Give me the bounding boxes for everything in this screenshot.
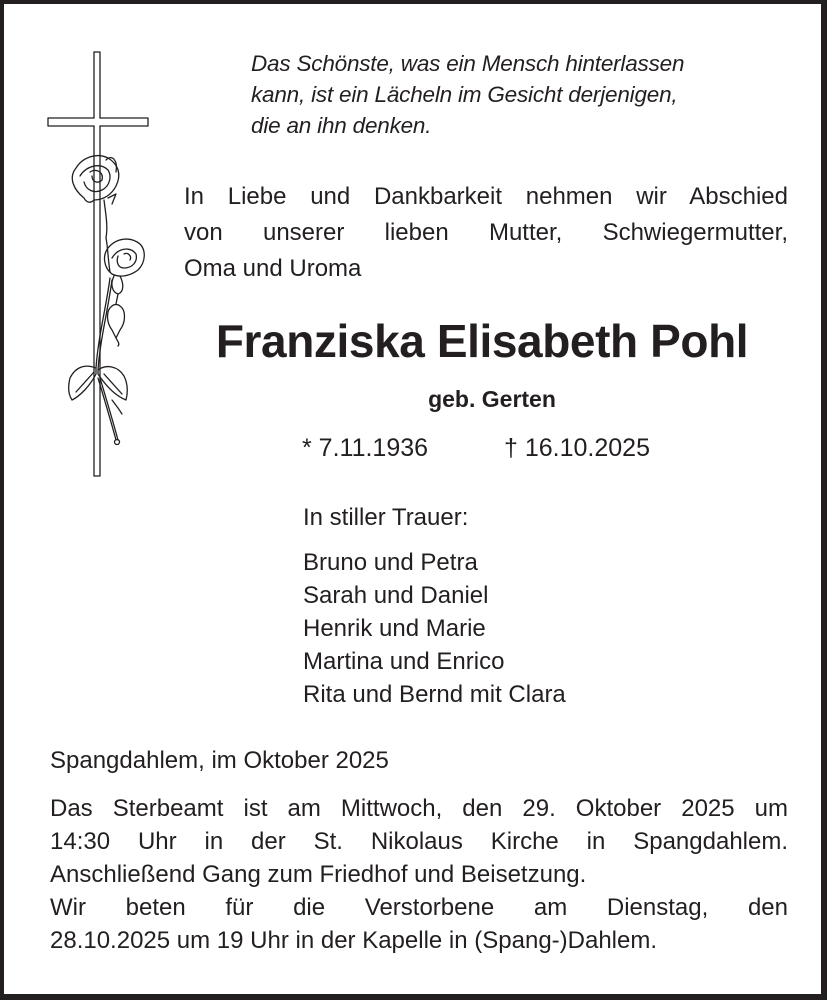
maiden-name: geb. Gerten — [428, 386, 556, 412]
service-line: Wir beten für die Verstorbene am Dienstag, den — [50, 894, 788, 921]
service-line: Das Sterbeamt ist am Mittwoch, den 29. Oktober 2025 um — [50, 795, 788, 822]
quote-line: kann, ist ein Lächeln im Gesicht derjenigen, — [251, 82, 678, 107]
farewell-intro — [184, 179, 788, 287]
mourner-item: Martina und Enrico — [303, 648, 505, 675]
mourners-list — [303, 546, 566, 711]
deceased-name: Franziska Elisabeth Pohl — [215, 315, 749, 367]
intro-line: von unserer lieben Mutter, Schwiegermutter, — [184, 219, 788, 246]
service-details — [50, 792, 788, 957]
service-line: 28.10.2025 um 19 Uhr in der Kapelle in (Spang-)Dahlem. — [50, 927, 658, 954]
quote-line: die an ihn denken. — [251, 113, 432, 138]
birth-date: * 7.11.1936 — [302, 434, 429, 462]
death-date: † 16.10.2025 — [504, 434, 650, 462]
memorial-quote — [251, 48, 684, 141]
mourning-title: In stiller Trauer: — [303, 504, 469, 531]
mourner-item: Rita und Bernd mit Clara — [303, 681, 566, 708]
place-and-date: Spangdahlem, im Oktober 2025 — [50, 747, 389, 774]
mourner-item: Bruno und Petra — [303, 549, 478, 576]
intro-line: In Liebe und Dankbarkeit nehmen wir Abschied — [184, 183, 788, 210]
mourner-item: Henrik und Marie — [303, 615, 486, 642]
service-line: Anschließend Gang zum Friedhof und Beisetzung. — [50, 861, 587, 888]
intro-line: Oma und Uroma — [184, 255, 362, 282]
service-line: 14:30 Uhr in der St. Nikolaus Kirche in Spangdahlem. — [50, 828, 788, 855]
quote-line: Das Schönste, was ein Mensch hinterlassen — [251, 51, 685, 76]
cross-with-roses-icon — [46, 48, 154, 480]
mourner-item: Sarah und Daniel — [303, 582, 489, 609]
